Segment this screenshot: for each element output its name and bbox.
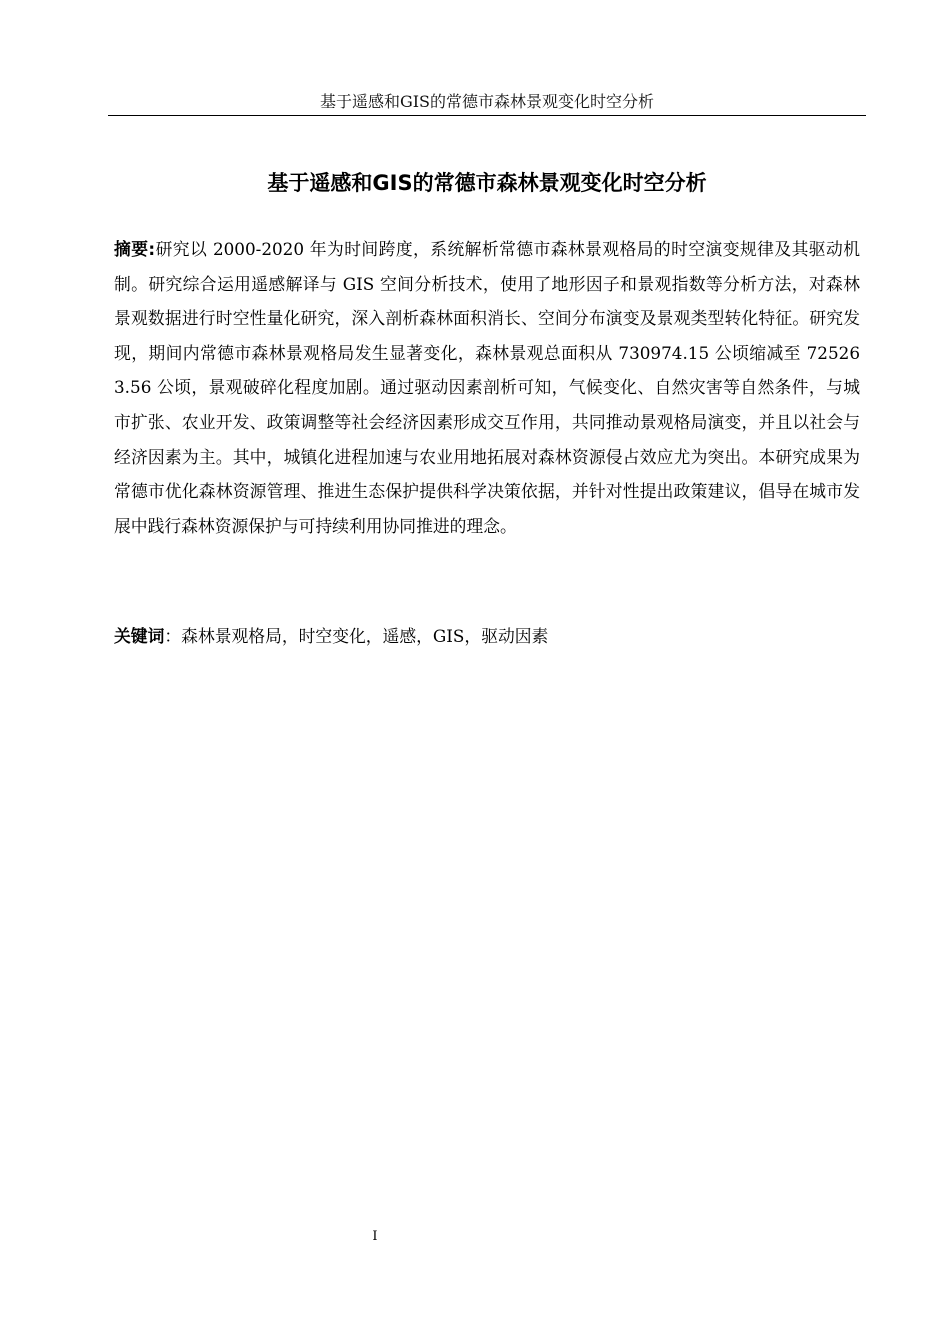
keywords-separator: ： <box>164 626 182 646</box>
header-rule <box>108 115 866 116</box>
abstract-text: 研究以 2000-2020 年为时间跨度，系统解析常德市森林景观格局的时空演变规律及其驱动机制。研究综合运用遥感解译与 GIS 空间分析技术，使用了地形因子和景观指数等分析方法，对森林景观数据进行时空性量化研究，深入剖析森林面积消长、空间分布演变及景观类型转化特征。研究发现，期间内常德市森林景观格局发生显著变化，森林景观总面积从 730974.15 公顷缩减至 725263.56 公顷，景观破碎化程度加剧。通过驱动因素剖析可知，气候变化、自然灾害等自然条件，与城市扩张、农业开发、政策调整等社会经济因素形成交互作用，共同推动景观格局演变，并且以社会与经济因素为主。其中，城镇化进程加速与农业用地拓展对森林资源侵占效应尤为突出。本研究成果为常德市优化森林资源管理、推进生态保护提供科学决策依据，并针对性提出政策建议，倡导在城市发展中践行森林资源保护与可持续利用协同推进的理念。 <box>114 239 860 536</box>
keywords-text: 森林景观格局，时空变化，遥感，GIS，驱动因素 <box>181 626 549 646</box>
running-header: 基于遥感和GIS的常德市森林景观变化时空分析 <box>319 92 655 111</box>
keywords-label: 关键词 <box>114 626 165 646</box>
paper-title: 基于遥感和GIS的常德市森林景观变化时空分析 <box>267 171 707 195</box>
page-number: I <box>372 1229 378 1244</box>
abstract-paragraph <box>114 232 860 543</box>
keywords-paragraph <box>114 619 860 654</box>
abstract-label: 摘要: <box>114 239 156 259</box>
